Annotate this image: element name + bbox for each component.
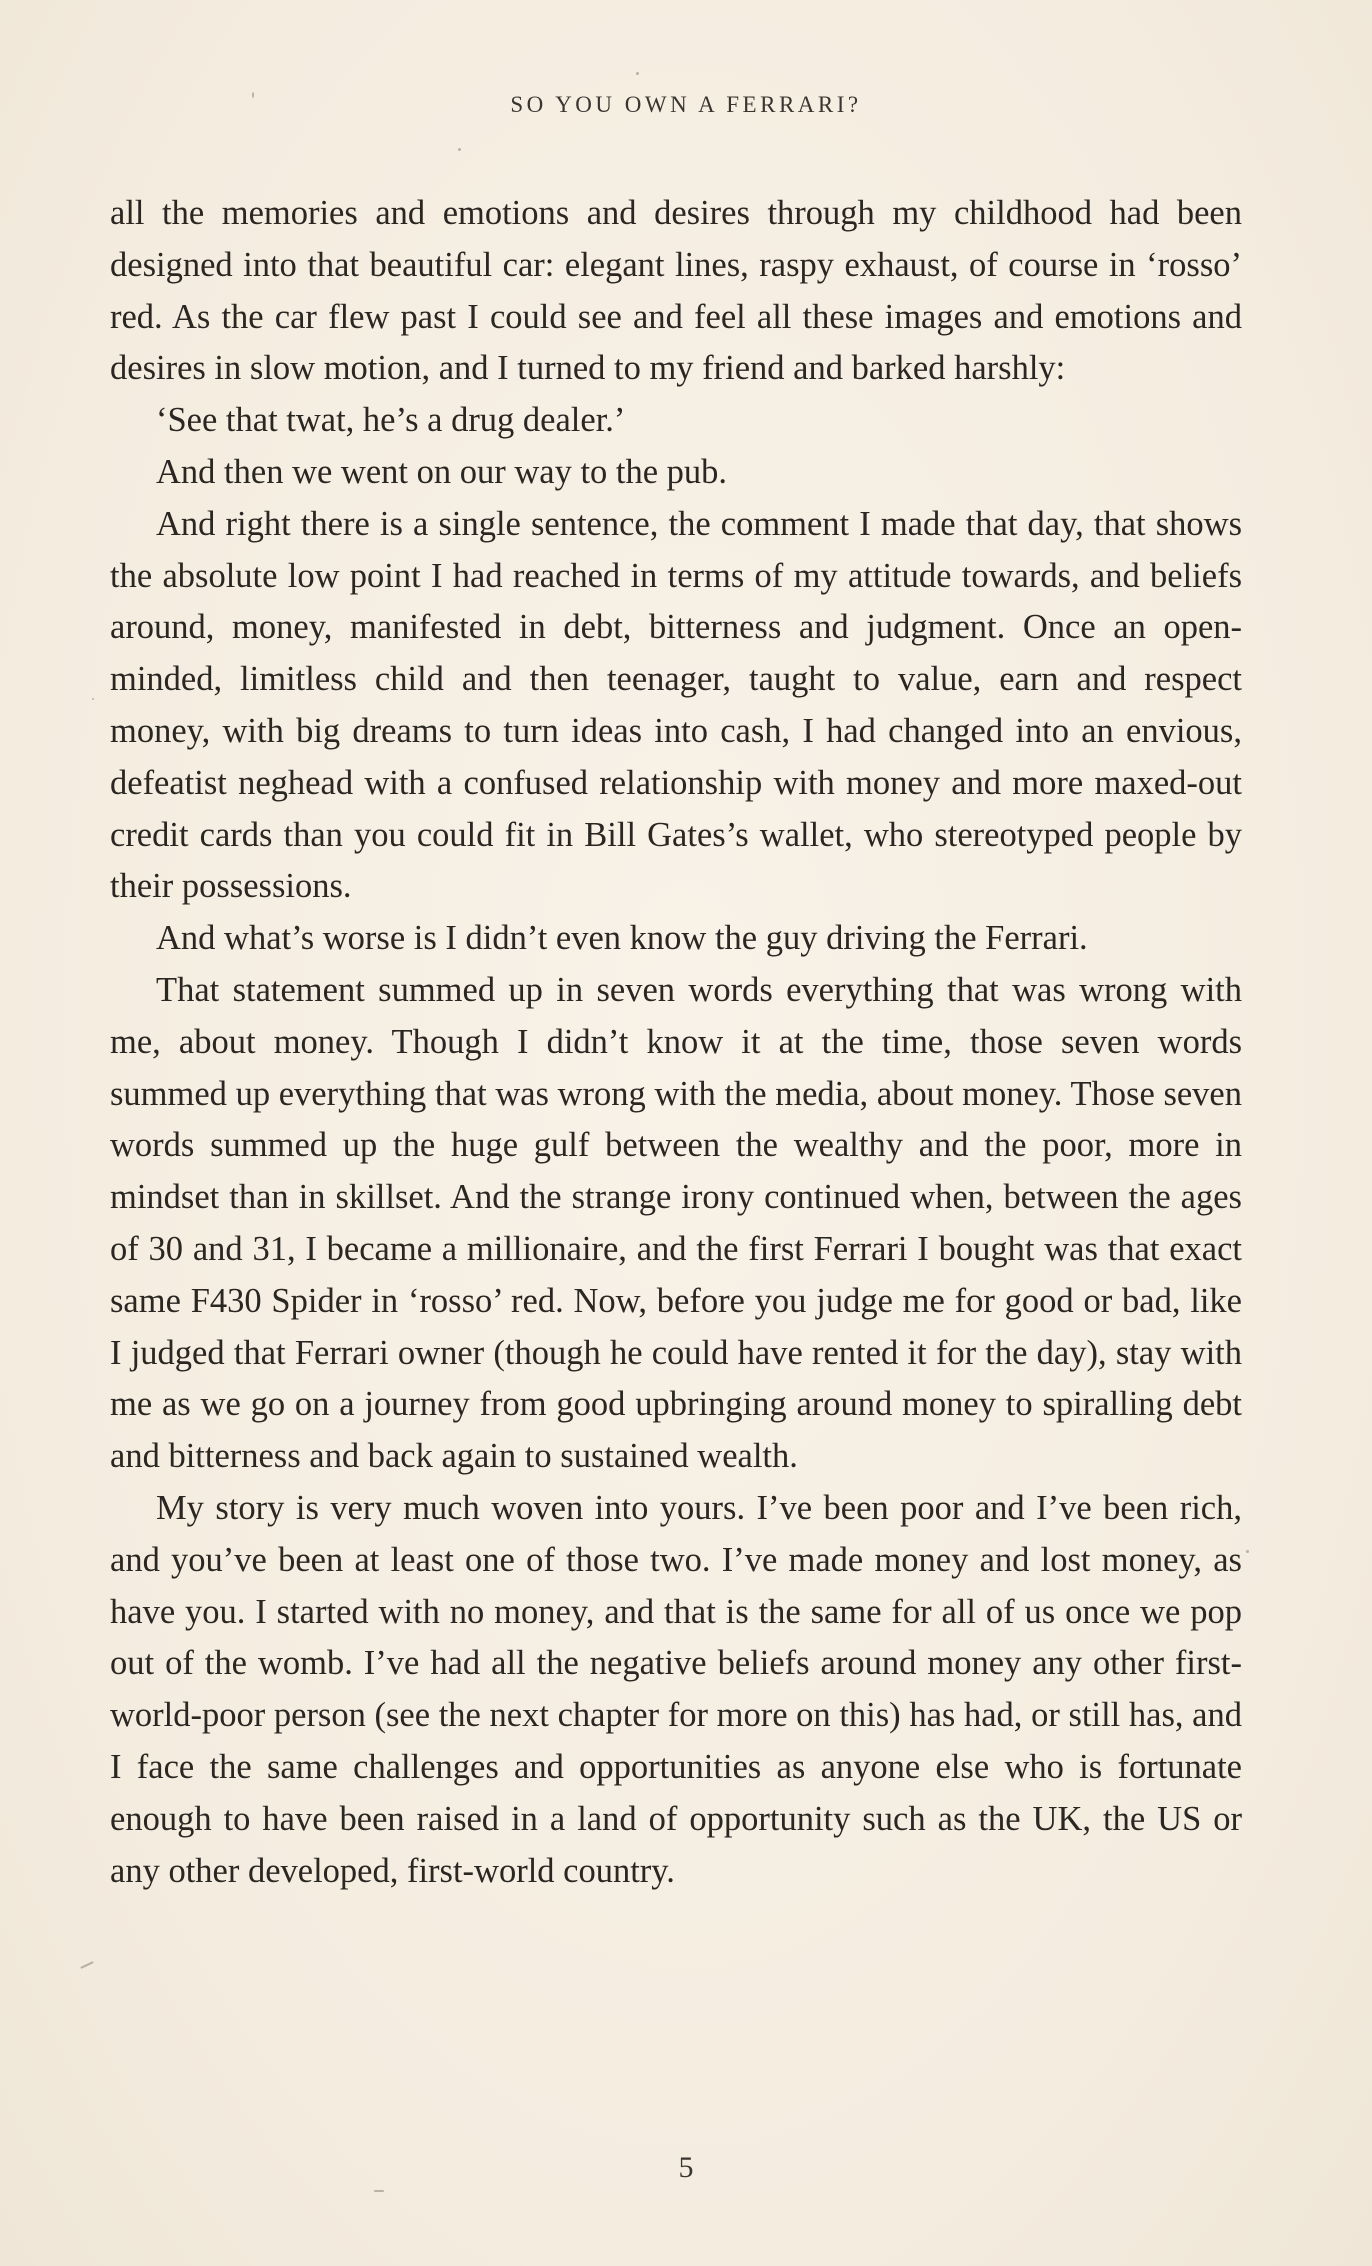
- running-head: SO YOU OWN A FERRARI?: [510, 92, 862, 117]
- paragraph: And then we went on our way to the pub.: [156, 452, 728, 491]
- paper-speck: [458, 148, 461, 151]
- paper-speck: [252, 92, 254, 98]
- paper-speck: [1246, 1550, 1249, 1553]
- paragraph: ‘See that twat, he’s a drug dealer.’: [156, 401, 626, 440]
- paragraph: That statement summed up in seven words everything that was wrong with me, about money. Though I didn’t know it at the time, those seven words summed up everything that was wrong with the media, about money. Those seven words summed up the huge gulf between the wealthy and the poor, more in mindset than in skillset. And the strange irony continued when, between the ages of 30 and 31, I became a millionaire, and the first Ferrari I bought was that exact same F430 Spider in ‘rosso’ red. Now, before you judge me for good or bad, like I judged that Ferrari owner (though he could have rented it for the day), stay with me as we go on a journey from good upbringing around money to spiralling debt and bitterness and back again to sustained wealth.: [110, 970, 1242, 1476]
- paragraph: And what’s worse is I didn’t even know the guy driving the Ferrari.: [156, 919, 1088, 958]
- paper-speck: [374, 2190, 384, 2192]
- paper-speck: [636, 72, 639, 75]
- paragraph: all the memories and emotions and desires through my childhood had been designed into that beautiful car: elegant lines, raspy exhaust, of course in ‘rosso’ red. As the car flew past I could see and feel all these images and emotions and desires in slow motion, and I turned to my friend and barked harshly:: [110, 194, 1242, 388]
- page-number: 5: [678, 2151, 694, 2184]
- body-text: [110, 188, 1242, 1897]
- paragraph: And right there is a single sentence, the comment I made that day, that shows the absolute low point I had reached in terms of my attitude towards, and beliefs around, money, manifested in debt, bitterness and judgment. Once an open-minded, limitless child and then teenager, taught to value, earn and respect money, with big dreams to turn ideas into cash, I had changed into an envious, defeatist neghead with a confused relationship with money and more maxed-out credit cards than you could fit in Bill Gates’s wallet, who stereotyped people by their possessions.: [110, 504, 1242, 906]
- paper-speck: [92, 698, 94, 700]
- paper-speck: [80, 1961, 94, 1969]
- paragraph: My story is very much woven into yours. I’ve been poor and I’ve been rich, and you’ve been at least one of those two. I’ve made money and lost money, as have you. I started with no money, and that is the same for all of us once we pop out of the womb. I’ve had all the negative beliefs around money any other first-world-poor person (see the next chapter for more on this) has had, or still has, and I face the same challenges and opportunities as anyone else who is fortunate enough to have been raised in a land of opportunity such as the UK, the US or any other developed, first-world country.: [110, 1488, 1242, 1890]
